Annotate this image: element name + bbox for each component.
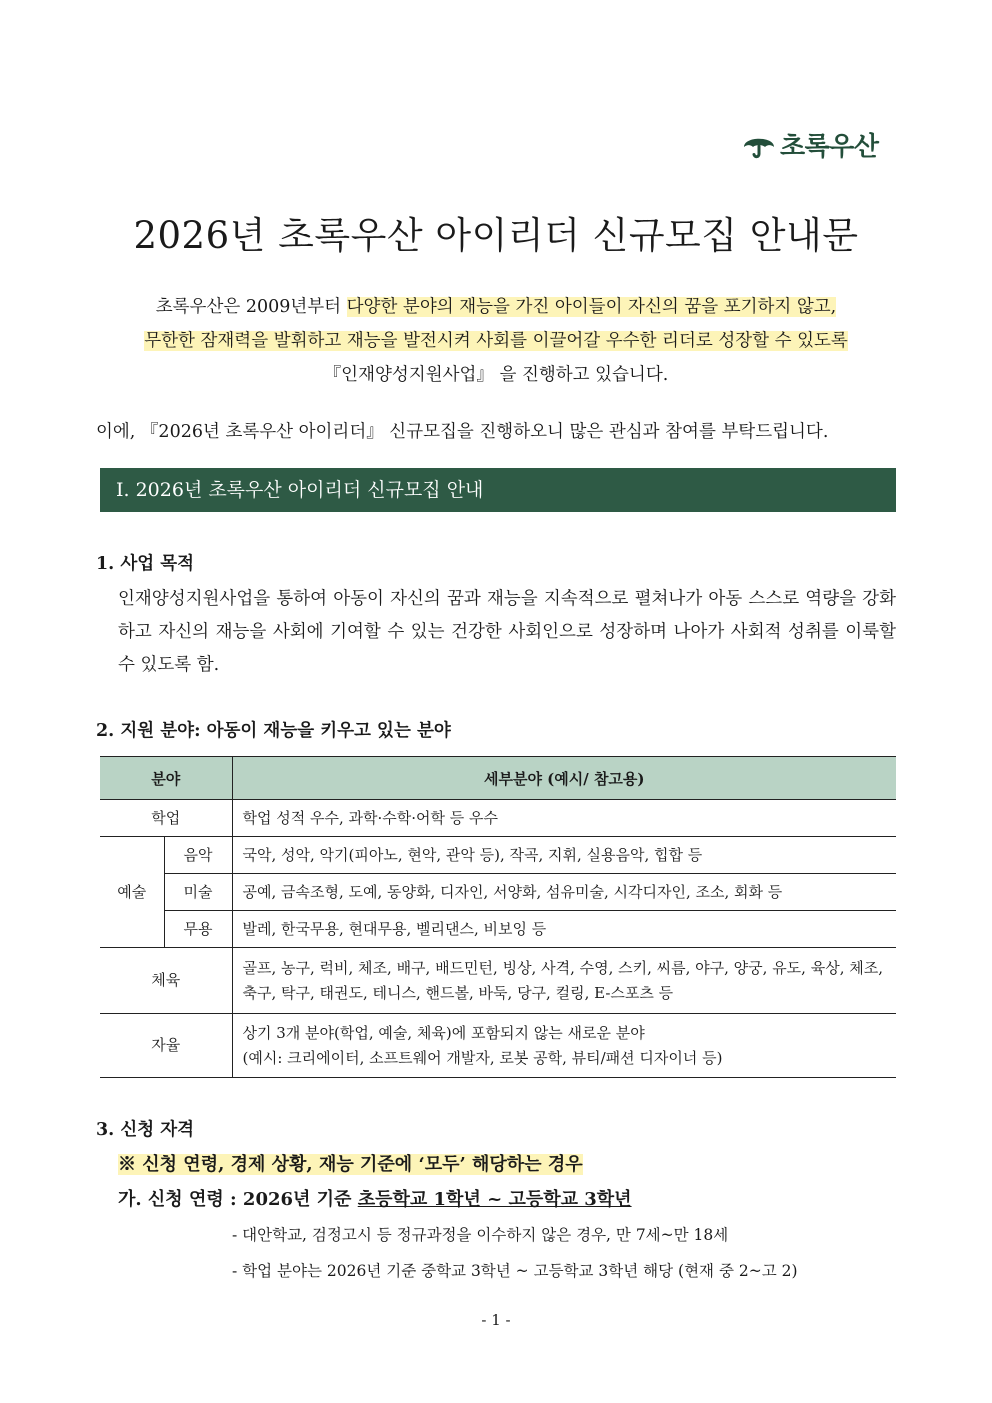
subcategory-cell: 음악 xyxy=(164,837,232,874)
detail-cell: 공예, 금속조형, 도예, 동양화, 디자인, 서양화, 섬유미술, 시각디자인, 조소, 회화 등 xyxy=(232,874,896,911)
intro-request: 이에, 『2026년 초록우산 아이리더』 신규모집을 진행하오니 많은 관심과 참여를 부탁드립니다. xyxy=(96,422,829,442)
page-number: - 1 - xyxy=(481,1311,511,1329)
logo xyxy=(742,126,878,163)
age-note-2: - 학업 분야는 2026년 기준 중학교 3학년 ~ 고등학교 3학년 해당 (현재 중 2~고 2) xyxy=(232,1262,798,1280)
intro-paragraph xyxy=(96,290,896,392)
category-cell: 예술 xyxy=(100,837,164,948)
page-title: 2026년 초록우산 아이리더 신규모집 안내문 xyxy=(133,214,859,257)
intro-line-2 xyxy=(96,324,896,358)
detail-cell: 국악, 성악, 악기(피아노, 현악, 관악 등), 작곡, 지휘, 실용음악, 힙합 등 xyxy=(232,837,896,874)
table-header-row xyxy=(100,757,896,800)
umbrella-icon xyxy=(742,130,776,160)
purpose-heading: 1. 사업 목적 xyxy=(96,554,195,574)
intro-highlight-2: 무한한 잠재력을 발휘하고 재능을 발전시켜 사회를 이끌어갈 우수한 리더로 성장할 수 있도록 xyxy=(144,331,848,351)
subcategory-cell: 무용 xyxy=(164,911,232,948)
intro-line-3: 『인재양성지원사업』 을 진행하고 있습니다. xyxy=(323,365,669,385)
category-cell: 자율 xyxy=(100,1014,232,1078)
category-cell: 체육 xyxy=(100,948,232,1014)
table-row xyxy=(100,948,896,1014)
detail-cell xyxy=(232,1014,896,1078)
support-fields-table xyxy=(100,756,896,1078)
detail-cell: 골프, 농구, 럭비, 체조, 배구, 배드민턴, 빙상, 사격, 수영, 스키, 씨름, 야구, 양궁, 유도, 육상, 체조, 축구, 탁구, 태권도, 테니스, 핸드볼, 바둑, 당구, 컬링, E-스포츠 등 xyxy=(232,948,896,1014)
age-note-1: - 대안학교, 검정고시 등 정규과정을 이수하지 않은 경우, 만 7세~만 18세 xyxy=(232,1226,729,1244)
section-header: Ⅰ. 2026년 초록우산 아이리더 신규모집 안내 xyxy=(100,468,896,512)
fields-heading: 2. 지원 분야: 아동이 재능을 키우고 있는 분야 xyxy=(96,721,451,741)
purpose-text: 인재양성지원사업을 통하여 아동이 자신의 꿈과 재능을 지속적으로 펼쳐나가 아동 스스로 역량을 강화하고 자신의 재능을 사회에 기여할 수 있는 건강한 사회인으로 성장하며 나아가 사회적 성취를 이룩할 수 있도록 함. xyxy=(118,589,896,675)
detail-cell: 학업 성적 우수, 과학·수학·어학 등 우수 xyxy=(232,800,896,837)
intro-line-1: 초록우산은 2009년부터 다양한 분야의 재능을 가진 아이들이 자신의 꿈을 포기하지 않고, xyxy=(155,297,837,317)
detail-line: (예시: 크리에이터, 소프트웨어 개발자, 로봇 공학, 뷰티/패션 디자이너 등) xyxy=(242,1048,723,1067)
eligibility-note: ※ 신청 연령, 경제 상황, 재능 기준에 ‘모두’ 해당하는 경우 xyxy=(118,1154,583,1175)
age-requirement: 가. 신청 연령 : 2026년 기준 초등학교 1학년 ~ 고등학교 3학년 xyxy=(118,1189,632,1210)
table-row xyxy=(100,911,896,948)
intro-highlight-1: 다양한 분야의 재능을 가진 아이들이 자신의 꿈을 포기하지 않고, xyxy=(346,297,837,317)
detail-cell: 발레, 한국무용, 현대무용, 벨리댄스, 비보잉 등 xyxy=(232,911,896,948)
detail-line: 상기 3개 분야(학업, 예술, 체육)에 포함되지 않는 새로운 분야 xyxy=(242,1023,645,1042)
table-row xyxy=(100,837,896,874)
table-row xyxy=(100,874,896,911)
subcategory-cell: 미술 xyxy=(164,874,232,911)
table-row xyxy=(100,1014,896,1078)
header-detail: 세부분야 (예시/ 참고용) xyxy=(232,757,896,800)
category-cell: 학업 xyxy=(100,800,232,837)
eligibility-heading: 3. 신청 자격 xyxy=(96,1120,195,1140)
header-category: 분야 xyxy=(100,757,232,800)
logo-text: 초록우산 xyxy=(780,132,879,162)
age-range: 초등학교 1학년 ~ 고등학교 3학년 xyxy=(357,1189,632,1210)
table-row xyxy=(100,800,896,837)
